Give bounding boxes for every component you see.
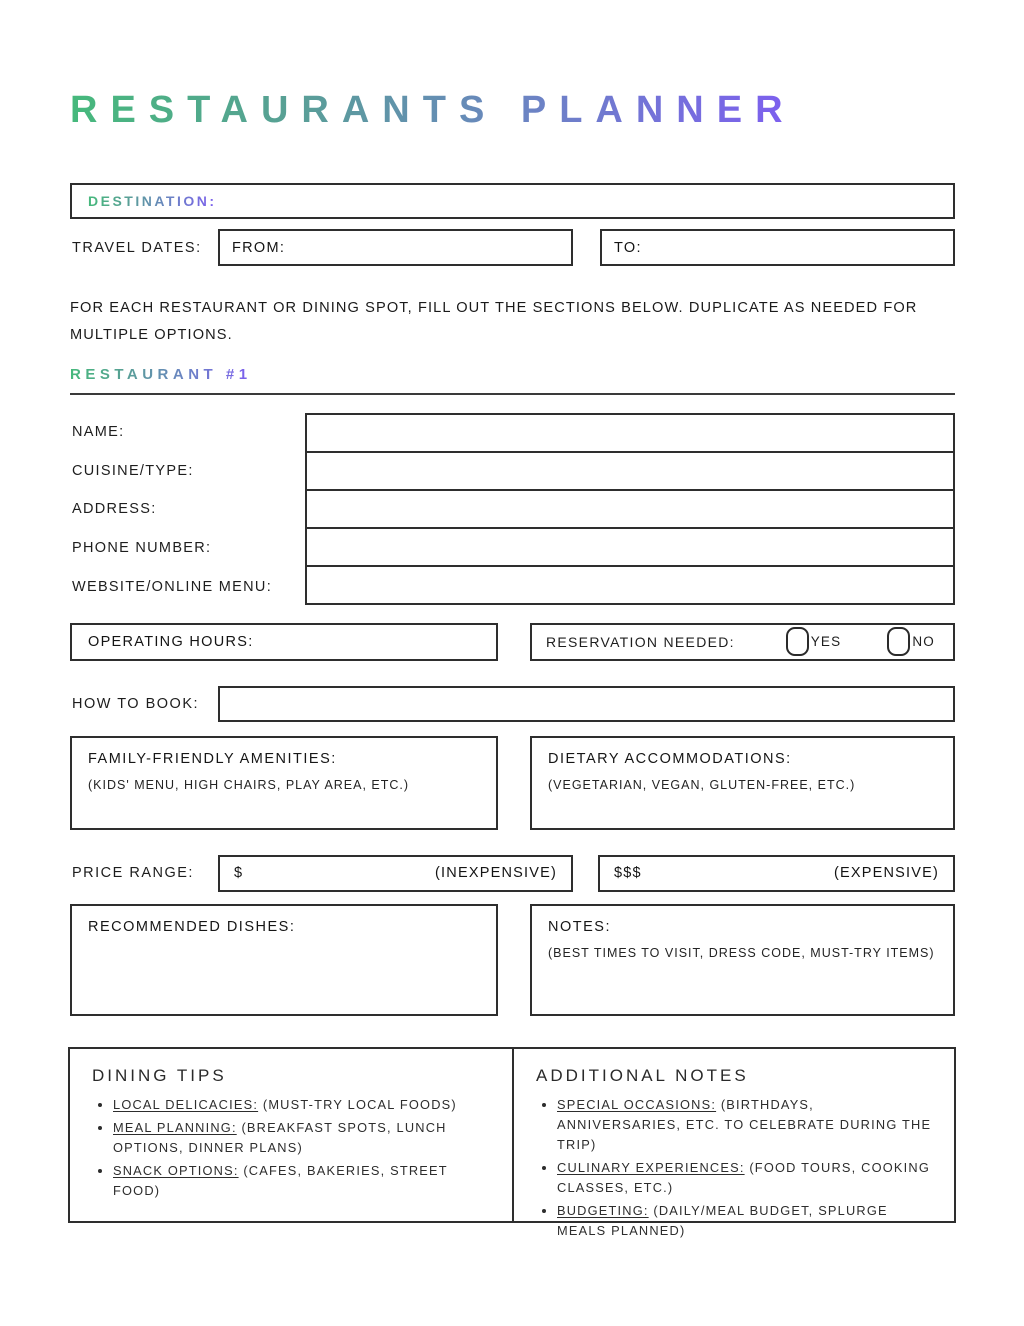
field-inputs-column — [305, 413, 955, 606]
reservation-no-radio[interactable] — [887, 627, 910, 656]
price-low-symbol: $ — [234, 865, 244, 882]
travel-dates-label: TRAVEL DATES: — [72, 239, 202, 256]
tip-rest: (BREAKFAST SPOTS, LUNCH OPTIONS, DINNER PLANS) — [113, 1119, 447, 1155]
reservation-yes-label: YES — [810, 634, 842, 650]
price-inexpensive-option[interactable] — [218, 855, 573, 892]
tip-lead: BUDGETING: — [557, 1202, 649, 1218]
instructions-text: FOR EACH RESTAURANT OR DINING SPOT, FILL OUT THE SECTIONS BELOW. DUPLICATE AS NEEDED FOR MULTIPLE OPTIONS. — [70, 300, 918, 343]
recommended-dishes-label: RECOMMENDED DISHES: — [88, 918, 296, 935]
travel-from-field[interactable] — [218, 229, 573, 266]
name-input[interactable] — [305, 413, 955, 453]
from-label: FROM: — [232, 239, 286, 256]
tip-lead: CULINARY EXPERIENCES: — [557, 1159, 745, 1175]
additional-notes-panel — [514, 1049, 954, 1238]
restaurant-section-title: RESTAURANT #1 — [70, 366, 252, 383]
additional-notes-title: ADDITIONAL NOTES — [536, 1065, 749, 1085]
name-label: NAME: — [72, 424, 125, 441]
destination-label: DESTINATION: — [88, 193, 217, 209]
recommended-dishes-field[interactable] — [70, 904, 498, 1016]
to-label: TO: — [614, 239, 642, 256]
tip-rest: (CAFES, BAKERIES, STREET FOOD) — [113, 1162, 448, 1198]
list-item — [113, 1118, 494, 1158]
restaurant-section-divider — [70, 366, 955, 395]
cuisine-type-label: CUISINE/TYPE: — [72, 462, 194, 479]
price-range-row — [70, 855, 955, 892]
dining-tips-title: DINING TIPS — [92, 1065, 227, 1085]
price-high-text: (EXPENSIVE) — [833, 865, 939, 882]
operating-hours-field[interactable] — [70, 623, 498, 661]
hours-reservation-row — [70, 623, 955, 661]
travel-to-field[interactable] — [600, 229, 955, 266]
address-input[interactable] — [305, 489, 955, 529]
additional-notes-list — [536, 1095, 936, 1241]
list-item — [113, 1161, 494, 1201]
tip-rest: (DAILY/MEAL BUDGET, SPLURGE MEALS PLANNED) — [557, 1202, 888, 1238]
list-item — [557, 1158, 936, 1198]
tip-rest: (MUST-TRY LOCAL FOODS) — [258, 1096, 457, 1112]
how-to-book-label: HOW TO BOOK: — [72, 695, 200, 712]
phone-number-label: PHONE NUMBER: — [72, 540, 212, 557]
tip-rest: (FOOD TOURS, COOKING CLASSES, ETC.) — [557, 1159, 931, 1195]
field-labels-column — [70, 413, 305, 606]
cuisine-type-input[interactable] — [305, 451, 955, 491]
amenities-row — [70, 736, 955, 830]
phone-number-input[interactable] — [305, 527, 955, 567]
tip-lead: LOCAL DELICACIES: — [113, 1096, 259, 1112]
list-item — [557, 1201, 936, 1241]
dietary-subtitle: (VEGETARIAN, VEGAN, GLUTEN-FREE, ETC.) — [548, 777, 856, 792]
address-label: ADDRESS: — [72, 501, 157, 518]
family-friendly-title: FAMILY-FRIENDLY AMENITIES: — [88, 750, 337, 767]
price-low-text: (INEXPENSIVE) — [435, 865, 557, 882]
tip-lead: SNACK OPTIONS: — [113, 1162, 239, 1178]
operating-hours-label: OPERATING HOURS: — [88, 633, 254, 650]
tip-lead: SPECIAL OCCASIONS: — [557, 1096, 717, 1112]
how-to-book-row — [70, 686, 955, 722]
reservation-needed-label: RESERVATION NEEDED: — [546, 633, 735, 650]
tip-rest: (BIRTHDAYS, ANNIVERSARIES, ETC. TO CELEBRATE DURING THE TRIP) — [557, 1096, 932, 1152]
reservation-no-option[interactable] — [887, 627, 935, 656]
website-menu-label: WEBSITE/ONLINE MENU: — [72, 578, 273, 595]
reservation-yes-radio[interactable] — [786, 627, 809, 656]
notes-field[interactable] — [530, 904, 955, 1016]
destination-field[interactable] — [70, 183, 955, 219]
dishes-notes-row — [70, 904, 955, 1016]
price-range-label: PRICE RANGE: — [72, 865, 194, 882]
page-title: RESTAURANTS PLANNER — [70, 89, 796, 131]
list-item — [557, 1095, 936, 1155]
website-menu-input[interactable] — [305, 565, 955, 605]
dietary-field[interactable] — [530, 736, 955, 830]
notes-title: NOTES: — [548, 918, 611, 935]
how-to-book-input[interactable] — [218, 686, 955, 722]
price-high-symbol: $$$ — [614, 865, 642, 882]
restaurant-fields — [70, 413, 955, 606]
dining-tips-panel — [70, 1049, 514, 1221]
reservation-no-label: NO — [912, 634, 935, 650]
notes-subtitle: (BEST TIMES TO VISIT, DRESS CODE, MUST-TRY ITEMS) — [548, 945, 935, 960]
tips-section — [68, 1047, 956, 1238]
dietary-title: DIETARY ACCOMMODATIONS: — [548, 750, 792, 767]
tip-lead: MEAL PLANNING: — [113, 1119, 237, 1135]
travel-dates-row — [70, 229, 955, 266]
reservation-needed-field — [530, 623, 955, 661]
list-item — [113, 1095, 494, 1115]
reservation-yes-option[interactable] — [786, 627, 842, 656]
dining-tips-list — [92, 1095, 494, 1201]
family-friendly-field[interactable] — [70, 736, 498, 830]
price-expensive-option[interactable] — [598, 855, 955, 892]
family-friendly-subtitle: (KIDS' MENU, HIGH CHAIRS, PLAY AREA, ETC.) — [88, 777, 410, 792]
